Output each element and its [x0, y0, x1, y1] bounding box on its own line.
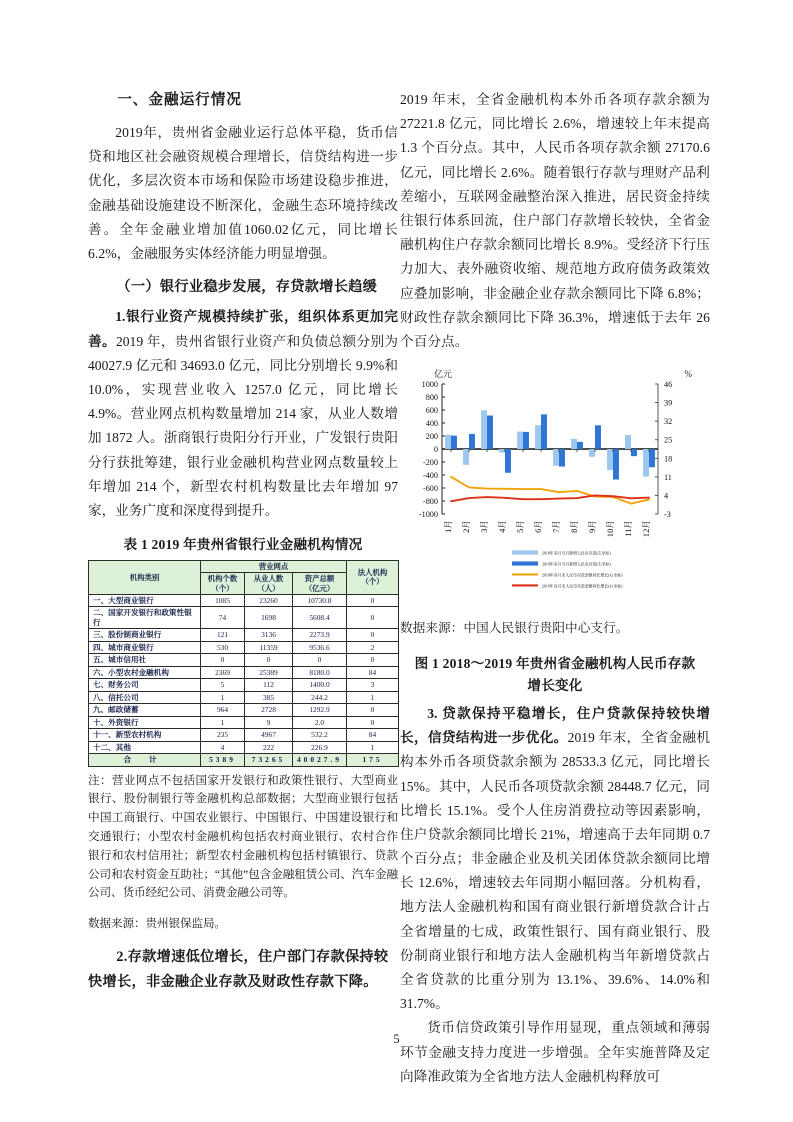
- chart-unit-right: %: [684, 369, 692, 380]
- cell-total-assets: 2.0: [293, 716, 347, 728]
- cell-total-assets: 1400.0: [293, 679, 347, 691]
- cell-total-assets: 5608.4: [293, 607, 347, 629]
- table-row: [89, 704, 399, 716]
- y-tick-label-left: -800: [422, 497, 438, 507]
- deposit-growth-chart: [400, 366, 710, 601]
- y-tick-label-right: 39: [664, 398, 673, 408]
- cell-org-count: 5: [201, 679, 245, 691]
- table-row: [89, 654, 399, 666]
- chart-bar: [613, 449, 619, 480]
- chart-bar: [499, 449, 505, 453]
- paragraph-1-lead: 1.银行业资产规模持续扩张，组织体系更加完善。: [88, 309, 398, 349]
- cell-legal-entities: 0: [347, 654, 399, 666]
- total-legal-entities: 175: [347, 754, 399, 766]
- paragraph-1: [88, 305, 398, 523]
- y-tick-label-right: -3: [664, 510, 671, 520]
- left-column: [88, 88, 398, 996]
- cell-legal-entities: 0: [347, 716, 399, 728]
- chart-bar: [553, 449, 559, 466]
- y-tick-label-left: 1000: [421, 380, 438, 390]
- cell-org-count: 74: [201, 607, 245, 629]
- cell-org-count: 1: [201, 691, 245, 703]
- cell-category: 三、股份制商业银行: [89, 629, 201, 641]
- y-tick-label-left: 0: [433, 445, 438, 455]
- right-paragraph-3-lead: 3. 贷款保持平稳增长，住户贷款保持较快增长，信贷结构进一步优化。: [400, 705, 710, 746]
- table-caption: 表 1 2019 年贵州省银行业金融机构情况: [123, 537, 363, 553]
- cell-org-count: 0: [201, 654, 245, 666]
- cell-staff-count: 25389: [245, 666, 293, 678]
- cell-org-count: 964: [201, 704, 245, 716]
- cell-staff-count: 23260: [245, 594, 293, 606]
- th-total-assets-l2: （亿元）: [304, 583, 335, 593]
- cell-total-assets: 8180.0: [293, 666, 347, 678]
- y-tick-label-left: 600: [425, 406, 438, 416]
- th-org-count-l1: 机构个数: [207, 574, 238, 584]
- y-tick-label-left: -1000: [418, 510, 438, 520]
- chart-bar: [517, 432, 523, 449]
- table-row: [89, 607, 399, 629]
- x-tick-label: 7月: [551, 520, 561, 533]
- table-row: [89, 741, 399, 753]
- cell-org-count: 235: [201, 729, 245, 741]
- chart-bar: [595, 425, 601, 449]
- x-tick-label: 9月: [587, 520, 597, 533]
- cell-org-count: 4: [201, 741, 245, 753]
- table-row: [89, 691, 399, 703]
- th-legal-entities: [347, 561, 399, 595]
- right-paragraph-4: 货币信贷政策引导作用显现，重点领域和薄弱环节金融支持力度进一步增强。全年实施普降及定向降准政策为全省地方法人金融机构释放可: [400, 1020, 710, 1084]
- right-paragraph-1: 2019 年末，全省金融机构本外币各项存款余额为 27221.8 亿元，同比增长 2.6%，增速较上年末提高 1.3 个百分点。其中，人民币各项存款余额 27170.6 亿元，同比增长 2.6%。随着银行存款与理财产品利差缩小，互联网金融整治深入推进，居民资金持续往银行体系回流，住户部门存款增长较快，全省金融机构住户存款余额同比增长 8.9%。受经济下行压力加大、表外融资收缩、规范地方政府债务政策效应叠加影响，非金融企业存款余额同比下降 6.8%；财政性存款余额同比下降 36.3%，增速低于去年 26 个百分点。: [400, 92, 710, 349]
- x-tick-label: 8月: [569, 520, 579, 533]
- y-tick-label-left: 200: [425, 432, 438, 442]
- x-tick-label: 11月: [623, 520, 633, 537]
- y-tick-label-right: 18: [664, 454, 673, 464]
- cell-total-assets: 226.9: [293, 741, 347, 753]
- chart-bar: [541, 414, 547, 449]
- chart-bar: [559, 449, 565, 467]
- cell-legal-entities: 0: [347, 629, 399, 641]
- chart-bar: [649, 449, 655, 467]
- paragraph-2-heading: 2.存款增速低位增长，住户部门存款保持较快增长，非金融企业存款及财政性存款下降。: [88, 949, 389, 991]
- chart-bar: [487, 416, 493, 449]
- cell-legal-entities: 1: [347, 691, 399, 703]
- table-note: 注：营业网点不包括国家开发银行和政策性银行、大型商业银行、股份制银行等金融机构总部数据；大型商业银行包括中国工商银行、中国农业银行、中国银行、中国建设银行和交通银行；小型农村金融机构包括农村商业银行、农村合作银行和农村信用社；新型农村金融机构包括村镇银行、贷款公司和农村资金互助社；“其他”包含金融租赁公司、汽车金融公司、货币经纪公司、消费金融公司等。: [88, 773, 398, 900]
- cell-staff-count: 4967: [245, 729, 293, 741]
- cell-staff-count: 3136: [245, 629, 293, 641]
- y-tick-label-left: 800: [425, 393, 438, 403]
- cell-legal-entities: 3: [347, 679, 399, 691]
- chart-bar: [463, 449, 469, 465]
- cell-category: 九、邮政储蓄: [89, 704, 201, 716]
- legend-label: 2018年各月末人民币存款余额同比增长(右坐标): [542, 573, 623, 578]
- chart-bar: [445, 435, 451, 449]
- cell-legal-entities: 0: [347, 594, 399, 606]
- chart-bar: [607, 449, 613, 470]
- table-head: [89, 561, 399, 595]
- legend-label: 2018年各月当月新增人民币存款(左坐标): [542, 551, 611, 556]
- legend-label: 2019年各月当月新增人民币存款(左坐标): [542, 562, 611, 567]
- total-assets: 40027.9: [293, 754, 347, 766]
- th-total-assets-l1: 资产总额: [304, 574, 335, 584]
- chart-unit-left: 亿元: [434, 369, 453, 380]
- y-tick-label-right: 4: [664, 491, 669, 501]
- chart-source: 数据来源：中国人民银行贵阳中心支行。: [400, 621, 629, 636]
- chart-bar: [625, 435, 631, 449]
- cell-category: 十、外资银行: [89, 716, 201, 728]
- cell-staff-count: 385: [245, 691, 293, 703]
- th-legal-entities-l1: 法人机构: [357, 568, 388, 578]
- cell-category: 七、财务公司: [89, 679, 201, 691]
- figure-caption: [400, 653, 710, 697]
- th-total-assets: [293, 573, 347, 595]
- cell-org-count: 1: [201, 716, 245, 728]
- bank-institutions-table: [88, 560, 399, 767]
- total-staff-count: 73265: [245, 754, 293, 766]
- th-category: 机构类别: [89, 561, 201, 595]
- y-tick-label-left: -600: [422, 484, 438, 494]
- right-paragraph-3-body: 2019 年末，全省金融机构本外币各项贷款余额为 28533.3 亿元，同比增长 15%。其中，人民币各项贷款余额 28448.7 亿元，同比增长 15.1%。受个人住房消费拉动等因素影响，住户贷款余额同比增长 21%，增速高于去年同期 0.7 个百分点；非金融企业及机关团体贷款余额同比增长 12.6%，增速较去年同期小幅回落。分机构看，地方法人金融机构和国有商业银行新增贷款合计占全省增量的七成，政策性银行、国有商业银行、股份制商业银行和地方法人金融机构当年新增贷款占全省贷款的比重分别为 13.1%、39.6%、14.0%和 31.7%。: [400, 730, 711, 1012]
- chart-bar: [643, 449, 649, 477]
- th-org-count-l2: （个）: [211, 583, 234, 593]
- section-heading: 一、金融运行情况: [117, 92, 242, 108]
- chart-bar: [577, 442, 583, 449]
- chart-bar: [631, 449, 637, 456]
- cell-total-assets: 532.2: [293, 729, 347, 741]
- cell-org-count: 1085: [201, 594, 245, 606]
- cell-legal-entities: 84: [347, 666, 399, 678]
- cell-category: 十二、其他: [89, 741, 201, 753]
- y-tick-label-right: 46: [664, 380, 673, 390]
- cell-staff-count: 9: [245, 716, 293, 728]
- cell-staff-count: 2728: [245, 704, 293, 716]
- x-tick-label: 3月: [479, 520, 489, 533]
- th-staff-count-l1: 从业人数: [253, 574, 284, 584]
- th-staff-count: [245, 573, 293, 595]
- subsection-heading: （一）银行业稳步发展，存贷款增长趋缓: [116, 279, 378, 296]
- y-tick-label-left: -400: [422, 471, 438, 481]
- table-row: [89, 641, 399, 653]
- paragraph-1-body: 2019 年，贵州省银行业资产和负债总额分别为 40027.9 亿元和 34693.0 亿元，同比分别增长 9.9%和 10.0%，实现营业收入 1257.0 亿元，同比增长 4.9%。营业网点机构数量增加 214 家，从业人数增加 1872 人。浙商银行贵阳分行开业，广发银行贵阳分行获批筹建，银行业金融机构营业网点数量较上年增加 214 个，新型农村机构数量比去年增加 97 家，业务广度和深度得到提升。: [88, 333, 399, 518]
- right-paragraph-3: [400, 702, 710, 1016]
- chart-bar: [535, 425, 541, 449]
- table-row: [89, 716, 399, 728]
- chart-bar: [505, 449, 511, 473]
- page-number: 5: [393, 1032, 400, 1046]
- legend-swatch: [512, 550, 538, 554]
- th-org-count: [201, 573, 245, 595]
- cell-category: 二、国家开发银行和政策性银行: [89, 607, 201, 629]
- cell-legal-entities: 0: [347, 704, 399, 716]
- cell-staff-count: 0: [245, 654, 293, 666]
- right-column: [400, 88, 710, 1089]
- chart-bar: [589, 449, 595, 457]
- cell-org-count: 121: [201, 629, 245, 641]
- cell-category: 五、城市信用社: [89, 654, 201, 666]
- x-tick-label: 10月: [605, 520, 615, 538]
- x-tick-label: 12月: [641, 520, 651, 538]
- cell-category: 四、城市商业银行: [89, 641, 201, 653]
- x-tick-label: 2月: [461, 520, 471, 533]
- figure-caption-line-2: 增长变化: [527, 678, 583, 694]
- table-body: [89, 594, 399, 766]
- cell-total-assets: 2273.9: [293, 629, 347, 641]
- x-tick-label: 5月: [515, 520, 525, 533]
- cell-category: 八、信托公司: [89, 691, 201, 703]
- th-legal-entities-l2: （个）: [361, 577, 384, 587]
- total-label: 合 计: [89, 754, 201, 766]
- legend-swatch: [512, 561, 538, 565]
- table-header-row-1: [89, 561, 399, 573]
- chart-bar: [571, 439, 577, 449]
- x-tick-label: 1月: [443, 520, 453, 533]
- table-source: 数据来源：贵州银保监局。: [88, 916, 226, 930]
- x-tick-label: 4月: [497, 520, 507, 533]
- chart-bar: [451, 436, 457, 449]
- cell-legal-entities: 0: [347, 607, 399, 629]
- intro-paragraph: 2019年，贵州省金融业运行总体平稳，货币信贷和地区社会融资规模合理增长，信贷结构进一步优化，多层次资本市场和保险市场建设稳步推进，金融基础设施建设不断深化，金融生态环境持续改善。全年金融业增加值1060.02亿元，同比增长6.2%，金融服务实体经济能力明显增强。: [88, 125, 398, 261]
- cell-total-assets: 0: [293, 654, 347, 666]
- chart-bar: [481, 410, 487, 449]
- y-tick-label-right: 25: [664, 435, 673, 445]
- table-row: [89, 594, 399, 606]
- cell-org-count: 530: [201, 641, 245, 653]
- table-row: [89, 666, 399, 678]
- cell-legal-entities: 2: [347, 641, 399, 653]
- y-tick-label-right: 32: [664, 417, 673, 427]
- cell-staff-count: 222: [245, 741, 293, 753]
- cell-category: 一、大型商业银行: [89, 594, 201, 606]
- table-total-row: [89, 754, 399, 766]
- cell-total-assets: 1292.9: [293, 704, 347, 716]
- total-org-count: 5389: [201, 754, 245, 766]
- cell-staff-count: 11359: [245, 641, 293, 653]
- cell-staff-count: 112: [245, 679, 293, 691]
- chart-bar: [523, 432, 529, 449]
- th-group-branches: 营业网点: [201, 561, 347, 573]
- table-row: [89, 629, 399, 641]
- cell-total-assets: 9536.6: [293, 641, 347, 653]
- table-row: [89, 679, 399, 691]
- cell-category: 十一、新型农村机构: [89, 729, 201, 741]
- y-tick-label-left: 400: [425, 419, 438, 429]
- y-tick-label-left: -200: [422, 458, 438, 468]
- cell-org-count: 2369: [201, 666, 245, 678]
- cell-total-assets: 10730.8: [293, 594, 347, 606]
- table-row: [89, 729, 399, 741]
- x-tick-label: 6月: [533, 520, 543, 533]
- cell-staff-count: 1698: [245, 607, 293, 629]
- chart-bar: [469, 434, 475, 449]
- chart-svg: [400, 366, 710, 601]
- figure-caption-line-1: 图 1 2018～2019 年贵州省金融机构人民币存款: [414, 656, 696, 672]
- th-staff-count-l2: （人）: [257, 583, 280, 593]
- cell-total-assets: 244.2: [293, 691, 347, 703]
- legend-label: 2019年各月末人民币存款余额同比增长(右坐标): [542, 584, 623, 589]
- y-tick-label-right: 11: [664, 472, 672, 482]
- cell-legal-entities: 1: [347, 741, 399, 753]
- cell-category: 六、小型农村金融机构: [89, 666, 201, 678]
- cell-legal-entities: 84: [347, 729, 399, 741]
